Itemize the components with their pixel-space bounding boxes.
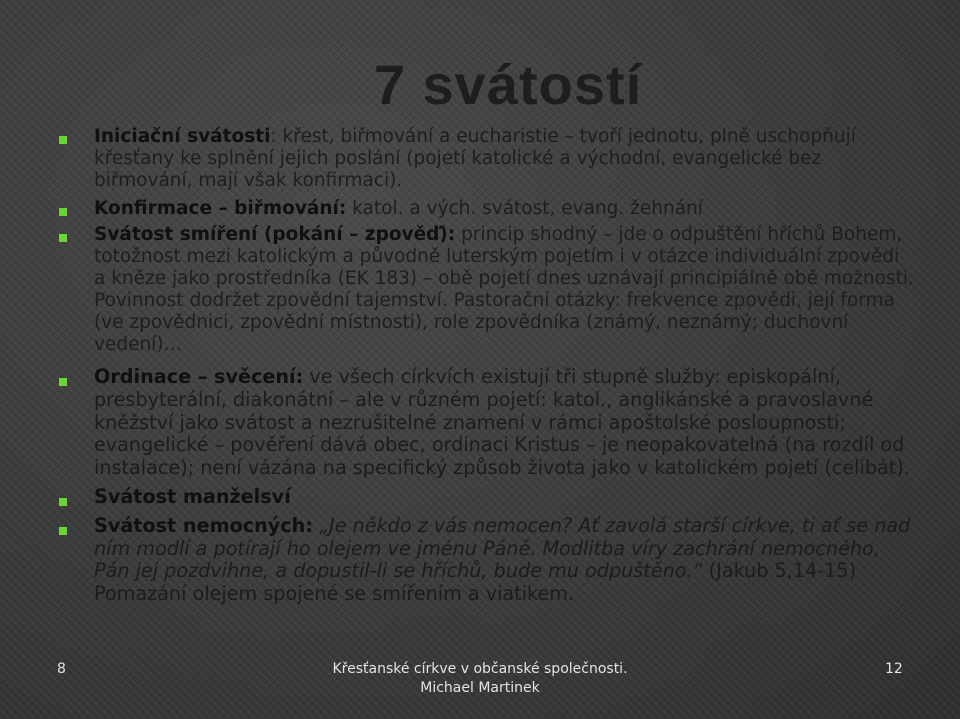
square-bullet-icon [59, 378, 67, 386]
bullet-text: ve všech církvích existují tři stupně služby: episkopální, presbyterální, diakonátní – ale v různém pojetí: katol., anglikánské a pravoslavné kněžství jako svátost a nezrušitelné znamení v rámci apoštolské posloupnosti; evangelické – pověření dává obec, ordinaci Kristus – je neopakovatelná (na rozdíl od instalace); není vázána na specifický způsob života jako v katolickém pojetí (celibát). [94, 365, 910, 480]
bullet-text: : křest, biřmování a eucharistie – tvoří jednotu, plně uschopňují křesťany ke splnění jejich poslání (pojetí katolické a východní, evangelické bez biřmování, mají však konfirmaci). [94, 126, 856, 191]
bullet-marriage [52, 486, 914, 509]
footer-caption [0, 660, 960, 698]
slide-number-right: 12 [885, 661, 903, 677]
bullet-ordination [52, 366, 914, 480]
bullet-heading: Iniciační svátosti [94, 126, 271, 147]
bible-quote: „Je někdo z vás nemocen? Ať zavolá starší církve, ti ať se nad ním modlí a potírají ho olejem ve jménu Páně. Modlitba víry zachrání nemocného, Pán jej pozdvihne, a dopustil-li se hříchů, bude mu odpuštěno.“ [94, 513, 911, 583]
bullet-text: katol. a vých. svátost, evang. žehnání [346, 198, 703, 219]
bullet-reconciliation [52, 224, 914, 356]
bullet-confirmation [52, 198, 914, 220]
bullet-heading: Konfirmace – biřmování: [94, 198, 347, 219]
bullet-heading: Svátost nemocných: [94, 513, 313, 537]
bullet-list [52, 126, 914, 606]
bullet-heading: Svátost smíření (pokání – zpověď): [94, 224, 456, 245]
square-bullet-icon [59, 498, 67, 506]
slide-number-left: 8 [57, 661, 66, 677]
bullet-anointing-of-sick [52, 515, 914, 606]
bullet-text: (Jakub 5,14-15) Pomazání olejem spojené se smířením a viatikem. [94, 559, 857, 606]
square-bullet-icon [59, 208, 67, 216]
footer-author: Michael Martinek [420, 680, 540, 696]
bullet-initiation-sacraments [52, 126, 914, 192]
square-bullet-icon [59, 136, 67, 144]
square-bullet-icon [59, 527, 67, 535]
bullet-heading: Svátost manželsví [94, 484, 291, 508]
bullet-text: princip shodný – jde o odpuštění hříchů Bohem, totožnost mezi katolickým a původně luterským pojetím i v otázce individuální zpovědi a kněze jako prostředníka (EK 183) – obě pojetí dnes uznávají principiálně obě možnosti. Povinnost dodržet zpovědní tajemství. Pastorační otázky: frekvence zpovědi, její forma (ve zpovědnici, zpovědní místnosti), role zpovědníka (známý, neznámý; duchovní vedení)… [94, 224, 914, 355]
bullet-heading: Ordinace – svěcení: [94, 365, 304, 388]
footer-course-title: Křesťanské církve v občanské společnosti. [332, 661, 628, 677]
slide-title: 7 svátostí [373, 53, 643, 116]
square-bullet-icon [59, 234, 67, 242]
